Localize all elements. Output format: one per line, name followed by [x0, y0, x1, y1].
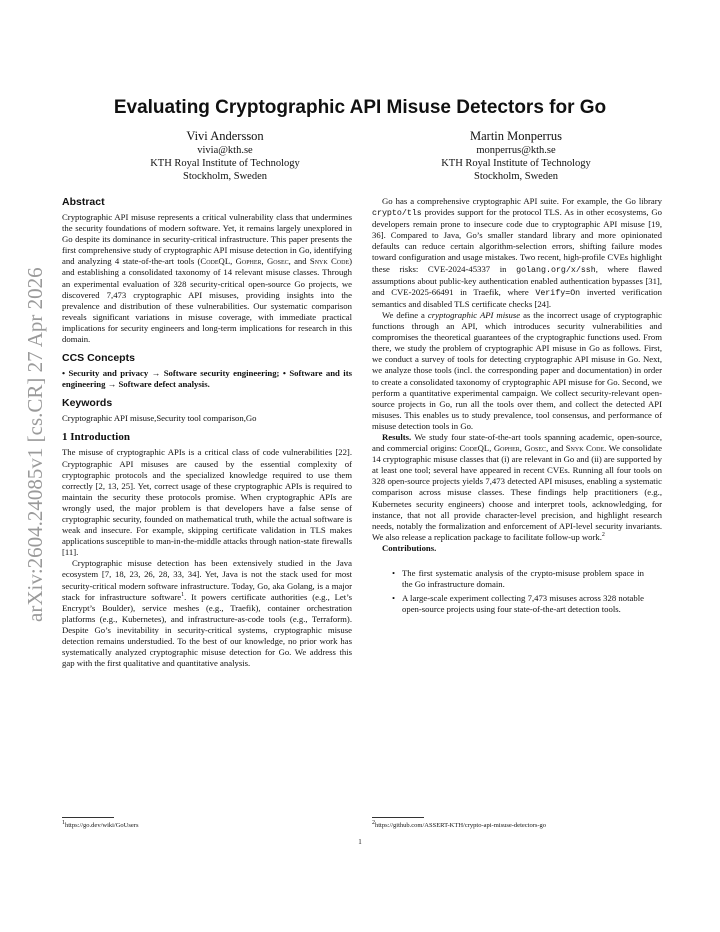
keywords-heading: Keywords — [62, 397, 113, 410]
footnote-number: 2 — [372, 819, 375, 826]
page-number: 1 — [358, 838, 362, 846]
author-location: Stockholm, Sweden — [183, 171, 267, 182]
author-block-2 — [366, 128, 666, 183]
footnote-number: 1 — [62, 819, 65, 826]
author-name: Vivi Andersson — [186, 129, 264, 143]
tool-name: Snyk Code — [309, 256, 350, 267]
ccs-concepts: • Security and privacy → Software security engineering; • Software and its engineering → Software defect analysis. — [62, 368, 352, 390]
code-identifier: Verify=On — [535, 288, 581, 298]
intro-paragraph-3: Go has a comprehensive cryptographic API suite. For example, the Go library crypto/tls provides support for the protocol TLS. As in other ecosystems, Go developers remain prone to insecure code due to cryptographic API misuse [19, 36]. Compared to Java, Go’s smaller standard library and more opinionated defaults can reduce certain algorithm-selection errors, shifting failure modes toward configuration and usage mistakes. Two recent, high-profile CVEs highlight these risks: CVE-2024-45337 in golang.org/x/ssh, where flawed assumptions about public-key authentication enabled authentication bypasses [31], and CVE-2025-66491 in Traefik, where Verify=On inverted verification semantics and disabled TLS certificate checks [24]. — [372, 196, 662, 309]
author-affiliation: KTH Royal Institute of Technology — [150, 158, 300, 169]
code-identifier: golang.org/x/ssh — [516, 265, 596, 275]
tool-name: Gosec — [524, 443, 547, 454]
right-column — [372, 196, 662, 618]
author-block-1 — [75, 128, 375, 183]
footnote-url: https://go.dev/wiki/GoUsers — [65, 822, 139, 829]
contributions-paragraph — [372, 543, 662, 554]
abstract-heading: Abstract — [62, 196, 105, 208]
defined-term: cryptographic API misuse — [427, 309, 521, 320]
arxiv-identifier-stamp: arXiv:2604.24085v1 [cs.CR] 27 Apr 2026 — [23, 267, 47, 623]
code-identifier: crypto/tls — [372, 209, 422, 219]
results-paragraph: Results. We study four state-of-the-art tools spanning academic, open-source, and commercial origins: CodeQL, Gopher, Gosec, and Snyk Code. We consolidate 14 cryptographic misuse classes that (i) are relevant in Go and (ii) are supported by at least one tool; several have appeared in recent CVEs. Running all four tools on 328 open-source projects yields 7,473 detected API misuses, enabling a systematic comparison across misuse classes. These findings help practitioners (e.g., Kubernetes security engineers) choose and interpret tools, acknowledging, for instance, that not all provide character-level precision, and highlight research needs, notably the formalization and enforcement of API-level security invariants. We also release a replication package to facilitate follow-up work.$^2$ — [372, 431, 662, 542]
footnote-right — [372, 817, 546, 830]
author-email: monperrus@kth.se — [476, 145, 556, 156]
author-name: Martin Monperrus — [470, 129, 562, 143]
footnote-marker: 1 — [181, 591, 185, 598]
tool-name: Gopher — [493, 443, 520, 454]
tool-name: Gopher — [235, 256, 262, 267]
tool-name: CodeQL — [200, 256, 231, 267]
tool-name: CodeQL — [459, 443, 490, 454]
introduction-heading: 1 Introduction — [62, 431, 130, 444]
footnote-marker: 2 — [601, 531, 605, 538]
ccs-heading: CCS Concepts — [62, 352, 135, 365]
author-email: vivia@kth.se — [197, 145, 253, 156]
intro-paragraph-2: Cryptographic misuse detection has been extensively studied in the Java ecosystem [7, 18, 23, 26, 28, 33, 34]. Yet, Java is not the stack used for most security-critical modern software infrastructure. Today, Go, aka Golang, is a major stack for infrastructure software$^1$. It powers certificate authorities (e.g., Let’s Encrypt’s Boulder), service meshes (e.g., Traefik), container orchestration platforms (e.g., Kubernetes), and infrastructure-as-code tools (e.g., Terraform). Despite Go’s inevitability in security-critical systems, cryptographic misuse detection remains understudied. To the best of our knowledge, no prior work has systematically analyzed cryptographic misuse detection for Go. We address this gap with the first qualitative and quantitative analysis. — [62, 558, 352, 669]
left-column — [62, 196, 352, 669]
intro-paragraph-1: The misuse of cryptographic APIs is a critical class of code vulnerabilities [22]. Cryptographic API misuses are caused by the essential complexity of cryptographic protocols and the specialized knowledge required to use them correctly [2, 13, 25]. Yet, correct usage of these cryptographic APIs is required to maintain the security these protocols promise. When cryptographic APIs are wrongly used, the major problem is that developers have a false sense of cryptographic security, founded on mathematical truth, while the actual software is weak and insecure. For example, skipping certificate validation in TLS makes applications susceptible to man-in-the-middle attacks through nation-state firewalls [11]. — [62, 447, 352, 558]
results-label: Results. — [382, 431, 412, 442]
contributions-list — [372, 568, 662, 615]
footnote-url: https://github.com/ASSERT-KTH/crypto-api-misuse-detectors-go — [375, 822, 547, 829]
abstract-text: Cryptographic API misuse represents a critical vulnerability class that undermines the security foundations of modern software. Yet, it remains largely unexplored in Go despite its dominance in security-critical infrastructure. This paper presents the first comprehensive study of cryptographic API misuse detection in Go, identifying and analyzing 4 state-of-the-art tools (CodeQL, Gopher, Gosec, and Snyk Code) and establishing a consolidated taxonomy of 14 relevant misuse classes. Through an experimental evaluation of 328 security-critical open-source Go projects, we discovered 7,473 cryptographic API misuses, providing insights into the prevalence and distribution of these vulnerabilities. Our systematic comparison reveals significant variations in misuse coverage, with immediate practical implications for security engineers and long-term implications for research in this domain. — [62, 212, 353, 345]
paper-title: Evaluating Cryptographic API Misuse Detectors for Go — [113, 97, 607, 118]
tool-name: Gosec — [267, 256, 289, 267]
footnote-left — [62, 817, 138, 830]
contribution-item: • The first systematic analysis of the crypto-misuse problem space in the Go infrastructure domain. — [402, 568, 662, 590]
author-location: Stockholm, Sweden — [474, 171, 558, 182]
author-affiliation: KTH Royal Institute of Technology — [441, 158, 591, 169]
contributions-label: Contributions. — [382, 542, 437, 553]
contribution-item: • A large-scale experiment collecting 7,473 misuses across 328 notable open-source projects using four state-of-the-art detection tools. — [402, 593, 662, 615]
keywords-text: Cryptographic API misuse,Security tool comparison,Go — [62, 413, 257, 424]
tool-name: Snyk Code — [565, 443, 605, 454]
intro-paragraph-4: We define a cryptographic API misuse as the incorrect usage of cryptographic functions through an API, which introduces security vulnerabilities and compromises the theoretical guarantees of the cryptographic functions used. From there, we study the problem of cryptographic API misuse in Go as follows. First, we conduct a survey of tools for detecting cryptographic API misuse in Go. Next, we analyze those tools (incl. the corresponding paper and documentation) in order to create a consolidated taxonomy of cryptographic API misuse for Go. Second, we perform a quantitative experimental campaign. We collect security-relevant open-source projects in Go, run all the tools over them, and collect the detected API misuses. This enables us to study prevalence, tool consensus, and performance of misuse detection tools in Go. — [372, 309, 663, 431]
